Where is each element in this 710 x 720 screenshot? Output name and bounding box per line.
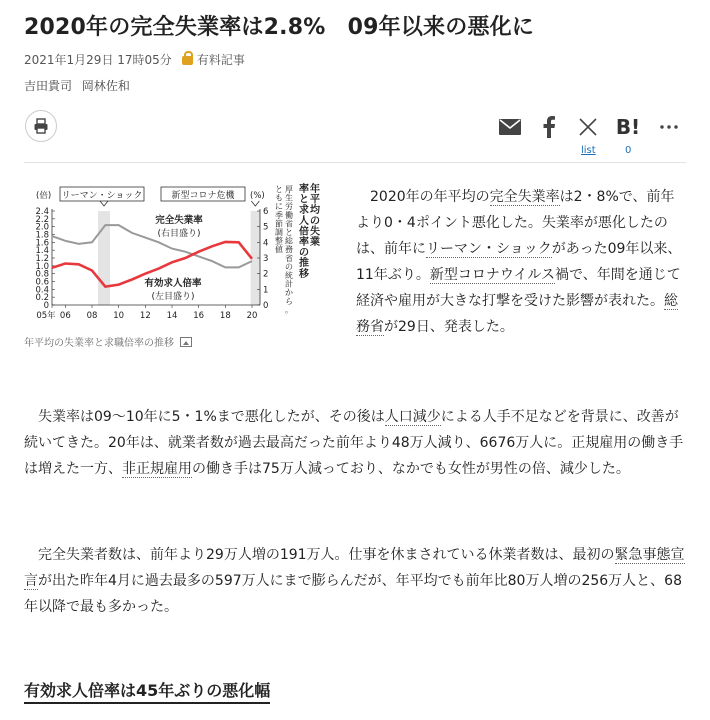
paragraph-text: による人手不足などを背景に、改善が続いてきた。20年は、就業者数が過去最高だった前年より48万人減り、6676万人に。正規雇用の働き手は増えた一方、 <box>24 409 684 477</box>
series-label-job-ratio: 有効求人倍率 <box>144 278 202 289</box>
event-label: リーマン・ショック <box>61 191 143 201</box>
right-tick-label: 0 <box>263 301 269 311</box>
author-line <box>24 77 130 94</box>
left-tick-label: 1.0 <box>35 261 49 272</box>
right-tick-label: 3 <box>263 254 269 264</box>
paragraph-text: が29日、発表した。 <box>384 319 514 335</box>
series-label-unemployment: 完全失業率 <box>155 215 203 226</box>
x-tick-label: 06 <box>59 311 71 321</box>
section-subheading: 有効求人倍率は45年ぶりの悪化幅 <box>24 678 270 704</box>
image-icon[interactable] <box>180 337 192 347</box>
left-tick-label: 1.2 <box>35 254 49 264</box>
term-link[interactable]: リーマン・ショック <box>426 241 552 257</box>
left-tick-label: 1.4 <box>35 246 49 257</box>
left-tick-label: 0 <box>43 301 49 311</box>
left-tick-label: 1.6 <box>35 238 49 249</box>
term-link[interactable]: 新型コロナウイルス <box>429 267 555 283</box>
paragraph-text: が出た昨年4月に過去最多の597万人にまで膨らんだが、年平均でも前年比80万人増の256万人と、68年以降で最も多かった。 <box>24 573 682 615</box>
left-tick-label: 0.4 <box>35 285 49 296</box>
left-tick-label: 0.8 <box>35 269 49 280</box>
print-button[interactable] <box>25 110 57 142</box>
right-tick-label: 2 <box>263 269 269 280</box>
term-link[interactable]: 緊急事態宣言 <box>24 547 685 589</box>
series-axis-note: (左目盛り) <box>151 292 195 302</box>
facebook-icon <box>542 116 556 138</box>
x-tick-label: 14 <box>166 311 178 321</box>
paragraph-text: は2・8%で、前年より0・4ポイント悪化した。失業率が悪化したのは、前年に <box>356 189 675 257</box>
term-link[interactable]: 完全失業率 <box>489 189 560 205</box>
left-tick-label: 2.4 <box>35 207 49 217</box>
x-tick-label: 08 <box>86 311 98 321</box>
paragraph-text: 2020年の年平均の <box>356 189 490 205</box>
paragraph-text: 完全失業者数は、前年より29万人増の191万人。仕事を休まされている休業者数は、最初の <box>24 547 615 563</box>
article-headline: 2020年の完全失業率は2.8% 09年以来の悪化に <box>24 15 535 40</box>
right-tick-label: 5 <box>263 222 269 233</box>
mail-share-button[interactable] <box>497 112 523 142</box>
lead-paragraph <box>356 184 688 340</box>
header-divider <box>24 162 686 163</box>
right-tick-label: 6 <box>263 207 269 217</box>
author-name[interactable]: 岡林佐和 <box>81 79 130 93</box>
paragraph-text: があった09年以来、11年ぶり。 <box>356 241 682 283</box>
left-axis-unit: (倍) <box>36 191 52 201</box>
x-tick-label: 16 <box>193 311 205 321</box>
author-name[interactable]: 吉田貴司 <box>24 79 73 93</box>
paid-article-label: 有料記事 <box>196 53 245 67</box>
more-icon <box>660 125 678 129</box>
right-tick-label: 1 <box>263 285 269 296</box>
right-tick-label: 4 <box>263 238 269 249</box>
body-paragraph <box>24 542 686 620</box>
term-link[interactable]: 人口減少 <box>384 409 441 425</box>
x-tick-label: 10 <box>113 311 125 321</box>
hatena-bookmark-count[interactable]: 0 <box>625 145 632 156</box>
facebook-share-button[interactable] <box>537 112 561 142</box>
x-tick-label: 05年 <box>36 311 56 321</box>
x-icon <box>579 118 597 136</box>
left-tick-label: 0.2 <box>35 293 49 304</box>
x-tick-label: 12 <box>139 311 151 321</box>
more-share-button[interactable] <box>657 112 681 142</box>
paragraph-text: の働き手は75万人減っており、なかでも女性が男性の倍、減少した。 <box>192 461 630 477</box>
term-link[interactable]: 非正規雇用 <box>122 461 192 477</box>
hatena-bookmark-button[interactable]: B! <box>615 115 641 139</box>
print-icon <box>33 118 49 134</box>
chart-caption-text: 年平均の失業率と求職倍率の推移 <box>24 338 174 349</box>
event-pointer <box>251 201 259 206</box>
x-tick-label: 20 <box>246 311 258 321</box>
mail-icon <box>499 119 521 135</box>
unemployment-job-ratio-chart[interactable] <box>24 178 342 328</box>
chart-title: 率と求人倍率の推移 <box>299 184 309 280</box>
left-tick-label: 0.6 <box>35 277 49 288</box>
chart-note: ともに季節調整値 <box>275 185 283 255</box>
chart-note: 厚生労働省と総務省の統計から。 <box>285 185 293 315</box>
chart-caption[interactable] <box>24 334 192 349</box>
event-pointer <box>100 201 108 206</box>
publish-date: 2021年1月29日 17時05分 <box>24 53 172 67</box>
x-tick-label: 18 <box>219 311 231 321</box>
series-axis-note: (右目盛り) <box>157 229 201 239</box>
right-axis-unit: (%) <box>250 191 265 201</box>
x-share-button[interactable] <box>575 112 601 142</box>
event-label: 新型コロナ危機 <box>171 191 235 201</box>
lock-icon <box>182 56 193 65</box>
series-line-unemployment <box>52 225 252 267</box>
twitter-list-link[interactable]: list <box>581 145 596 156</box>
left-tick-label: 2.0 <box>35 222 49 233</box>
body-paragraph <box>24 404 686 482</box>
paragraph-text: 禍で、年間を通じて経済や雇用が大きな打撃を受けた影響が表れた。 <box>356 267 681 309</box>
article-meta <box>24 51 245 68</box>
chart-title: 年平均の失業 <box>310 184 320 248</box>
left-tick-label: 2.2 <box>35 214 49 225</box>
term-link[interactable]: 総務省 <box>356 293 678 335</box>
paragraph-text: 失業率は09〜10年に5・1%まで悪化したが、その後は <box>24 409 385 425</box>
left-tick-label: 1.8 <box>35 230 49 241</box>
